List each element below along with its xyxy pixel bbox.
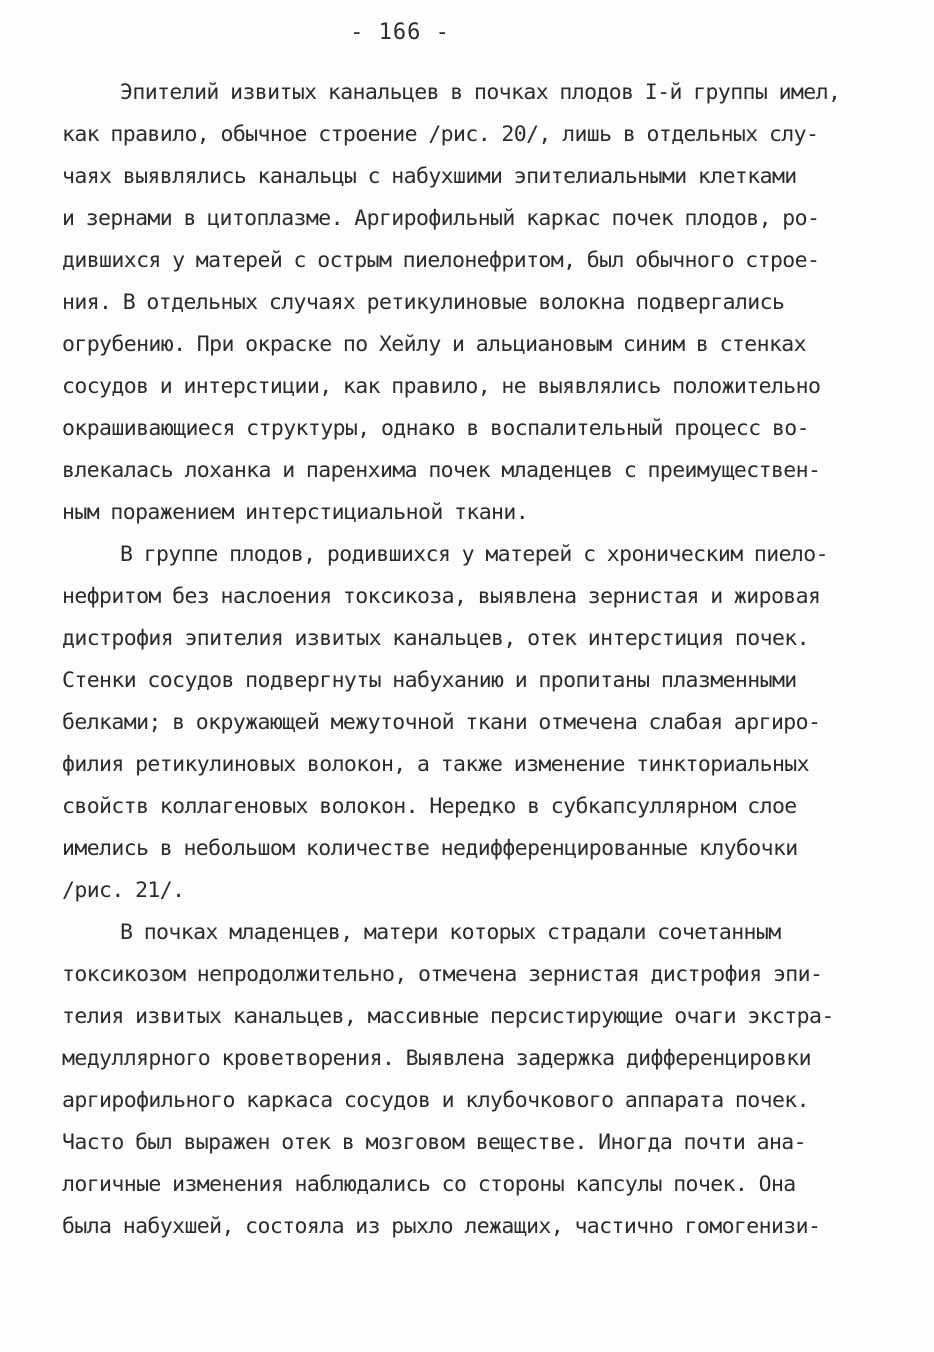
text-line: филия ретикулиновых волокон, а также изменение тинкториальных (62, 752, 809, 777)
text-line: Стенки сосудов подвергнуты набуханию и пропитаны плазменными (62, 668, 797, 693)
text-line: В почках младенцев, матери которых страдали сочетанным (120, 920, 781, 945)
page-number: - 166 - (350, 20, 450, 45)
text-line: была набухшей, состояла из рыхло лежащих, частично гомогенизи- (62, 1214, 821, 1239)
text-line: Эпителий извитых канальцев в почках плодов I-й группы имел, (120, 80, 841, 105)
text-line: окрашивающиеся структуры, однако в воспалительный процесс во- (62, 416, 809, 441)
text-line: белками; в окружающей межуточной ткани отмечена слабая аргиро- (62, 710, 821, 735)
text-line: токсикозом непродолжительно, отмечена зернистая дистрофия эпи- (62, 962, 823, 987)
text-line: Часто был выражен отек в мозговом веществе. Иногда почти ана- (62, 1130, 806, 1155)
text-line: дившихся у матерей с острым пиелонефритом, был обычного строе- (62, 248, 820, 273)
text-line: медуллярного кроветворения. Выявлена задержка дифференцировки (62, 1046, 811, 1071)
text-line: сосудов и интерстиции, как правило, не выявлялись положительно (62, 374, 821, 399)
text-line: нефритом без наслоения токсикоза, выявлена зернистая и жировая (62, 584, 821, 609)
text-line: имелись в небольшом количестве недифференцированные клубочки (62, 836, 798, 861)
text-line: /рис. 21/. (62, 878, 185, 903)
text-line: свойств коллагеновых волокон. Нередко в субкапсуллярном слое (62, 794, 797, 819)
text-line: как правило, обычное строение /рис. 20/, лишь в отдельных слу- (62, 122, 819, 147)
text-line: чаях выявлялись канальцы с набухшими эпителиальными клетками (62, 164, 797, 189)
text-line: огрубению. При окраске по Хейлу и альциановым синим в стенках (62, 332, 806, 357)
text-line: В группе плодов, родившихся у матерей с хроническим пиело- (120, 542, 828, 567)
text-line: и зернами в цитоплазме. Аргирофильный каркас почек плодов, ро- (62, 206, 820, 231)
text-line: телия извитых канальцев, массивные персистирующие очаги экстра- (62, 1004, 834, 1029)
text-line: ния. В отдельных случаях ретикулиновые волокна подвергались (62, 290, 785, 315)
text-line: дистрофия эпителия извитых канальцев, отек интерстиция почек. (62, 626, 809, 651)
text-line: ным поражением интерстициальной ткани. (62, 500, 529, 525)
text-line: влекалась лоханка и паренхима почек младенцев с преимуществен- (62, 458, 821, 483)
text-line: аргирофильного каркаса сосудов и клубочкового аппарата почек. (62, 1088, 809, 1113)
text-line: логичные изменения наблюдались со стороны капсулы почек. Она (62, 1172, 796, 1197)
